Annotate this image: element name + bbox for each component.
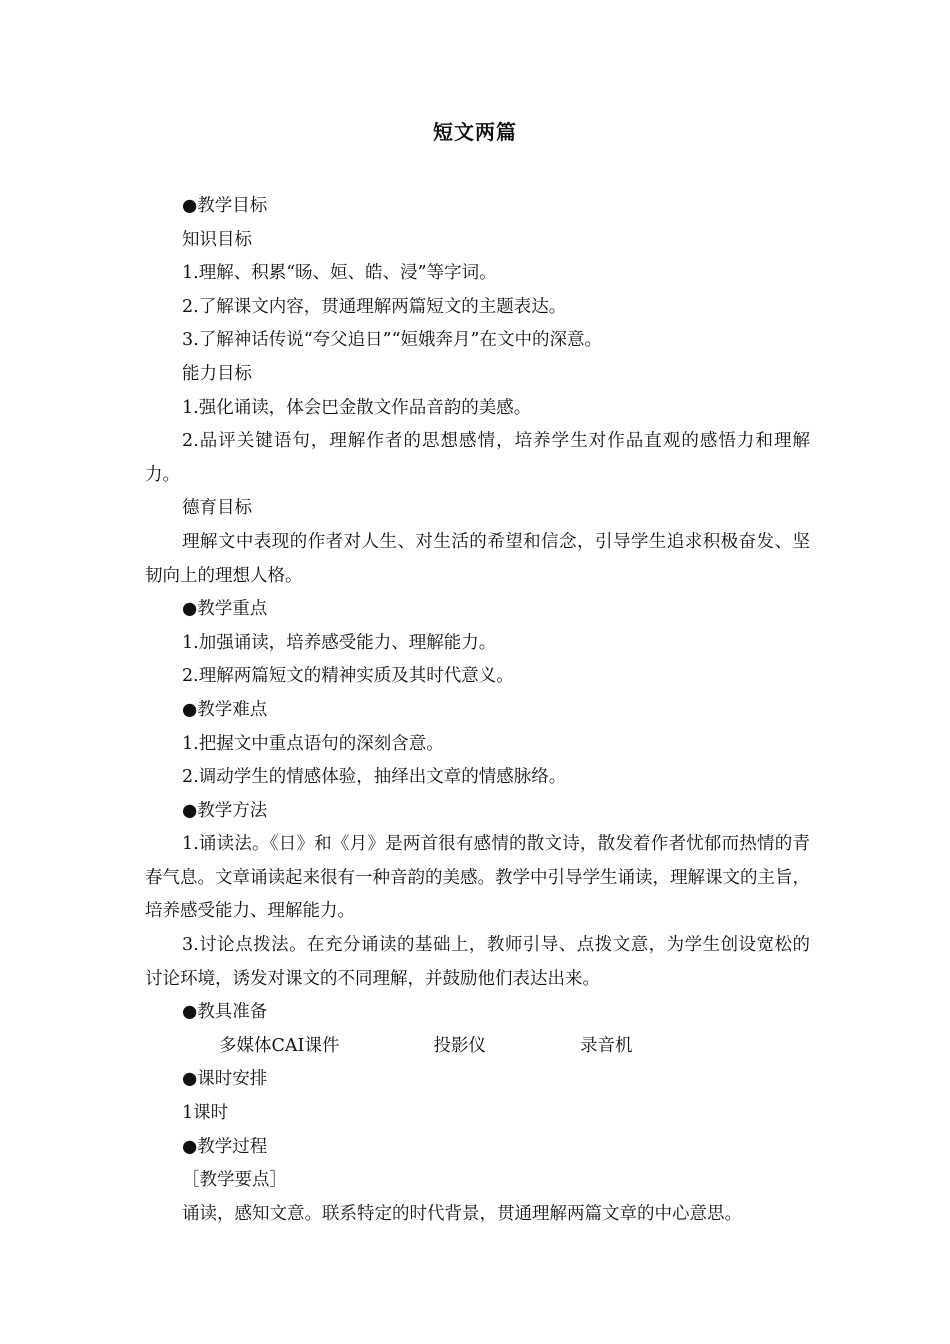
section-heading-equipment: ●教具准备 xyxy=(182,1002,268,1023)
equipment-item: 录音机 xyxy=(579,1035,633,1056)
process-text: 诵读，感知文意。联系特定的时代背景，贯通理解两篇文章的中心意思。 xyxy=(182,1203,742,1224)
section-heading-key-points: ●教学重点 xyxy=(182,599,268,620)
knowledge-item: 3.了解神话传说“夸父追日”“姮娥奔月”在文中的深意。 xyxy=(182,330,602,351)
key-point-item: 2.理解两篇短文的精神实质及其时代意义。 xyxy=(182,666,514,687)
ability-item: 1.强化诵读，体会巴金散文作品音韵的美感。 xyxy=(182,397,532,418)
section-heading-difficulties: ●教学难点 xyxy=(182,699,268,720)
difficulty-item: 2.调动学生的情感体验，抽绎出文章的情感脉络。 xyxy=(182,767,567,788)
subheading-ability: 能力目标 xyxy=(182,363,252,384)
knowledge-item: 2.了解课文内容，贯通理解两篇短文的主题表达。 xyxy=(182,296,567,317)
section-heading-schedule: ●课时安排 xyxy=(182,1069,268,1090)
key-point-item: 1.加强诵读，培养感受能力、理解能力。 xyxy=(182,632,497,653)
section-heading-methods: ●教学方法 xyxy=(182,800,268,821)
knowledge-item: 1.理解、积累“旸、姮、皓、浸”等字词。 xyxy=(182,263,497,284)
subheading-moral: 德育目标 xyxy=(182,498,252,519)
equipment-list xyxy=(145,1030,810,1064)
subheading-knowledge: 知识目标 xyxy=(182,229,252,250)
document-body xyxy=(145,190,810,1231)
equipment-item: 投影仪 xyxy=(433,1035,486,1056)
schedule-text: 1课时 xyxy=(182,1103,229,1124)
ability-item: 2.品评关键语句，理解作者的思想感情，培养学生对作品直观的感悟力和理解力。 xyxy=(145,431,810,485)
section-heading-goals: ●教学目标 xyxy=(182,196,268,216)
section-heading-process: ●教学过程 xyxy=(182,1136,268,1157)
method-item: 3.讨论点拨法。在充分诵读的基础上，教师引导、点拨文意，为学生创设宽松的讨论环境，诱发对课文的不同理解，并鼓励他们表达出来。 xyxy=(145,935,810,989)
process-subheading: ［教学要点］ xyxy=(182,1170,287,1191)
document-title: 短文两篇 xyxy=(433,120,517,144)
difficulty-item: 1.把握文中重点语句的深刻含意。 xyxy=(182,733,444,754)
equipment-item: 多媒体CAI课件 xyxy=(219,1035,340,1056)
method-item: 1.诵读法。《日》和《月》是两首很有感情的散文诗，散发着作者忧郁而热情的青春气息。文章诵读起来很有一种音韵的美感。教学中引导学生诵读，理解课文的主旨，培养感受能力、理解能力。 xyxy=(145,834,810,922)
moral-text: 理解文中表现的作者对人生、对生活的希望和信念，引导学生追求积极奋发、坚韧向上的理想人格。 xyxy=(145,531,810,586)
